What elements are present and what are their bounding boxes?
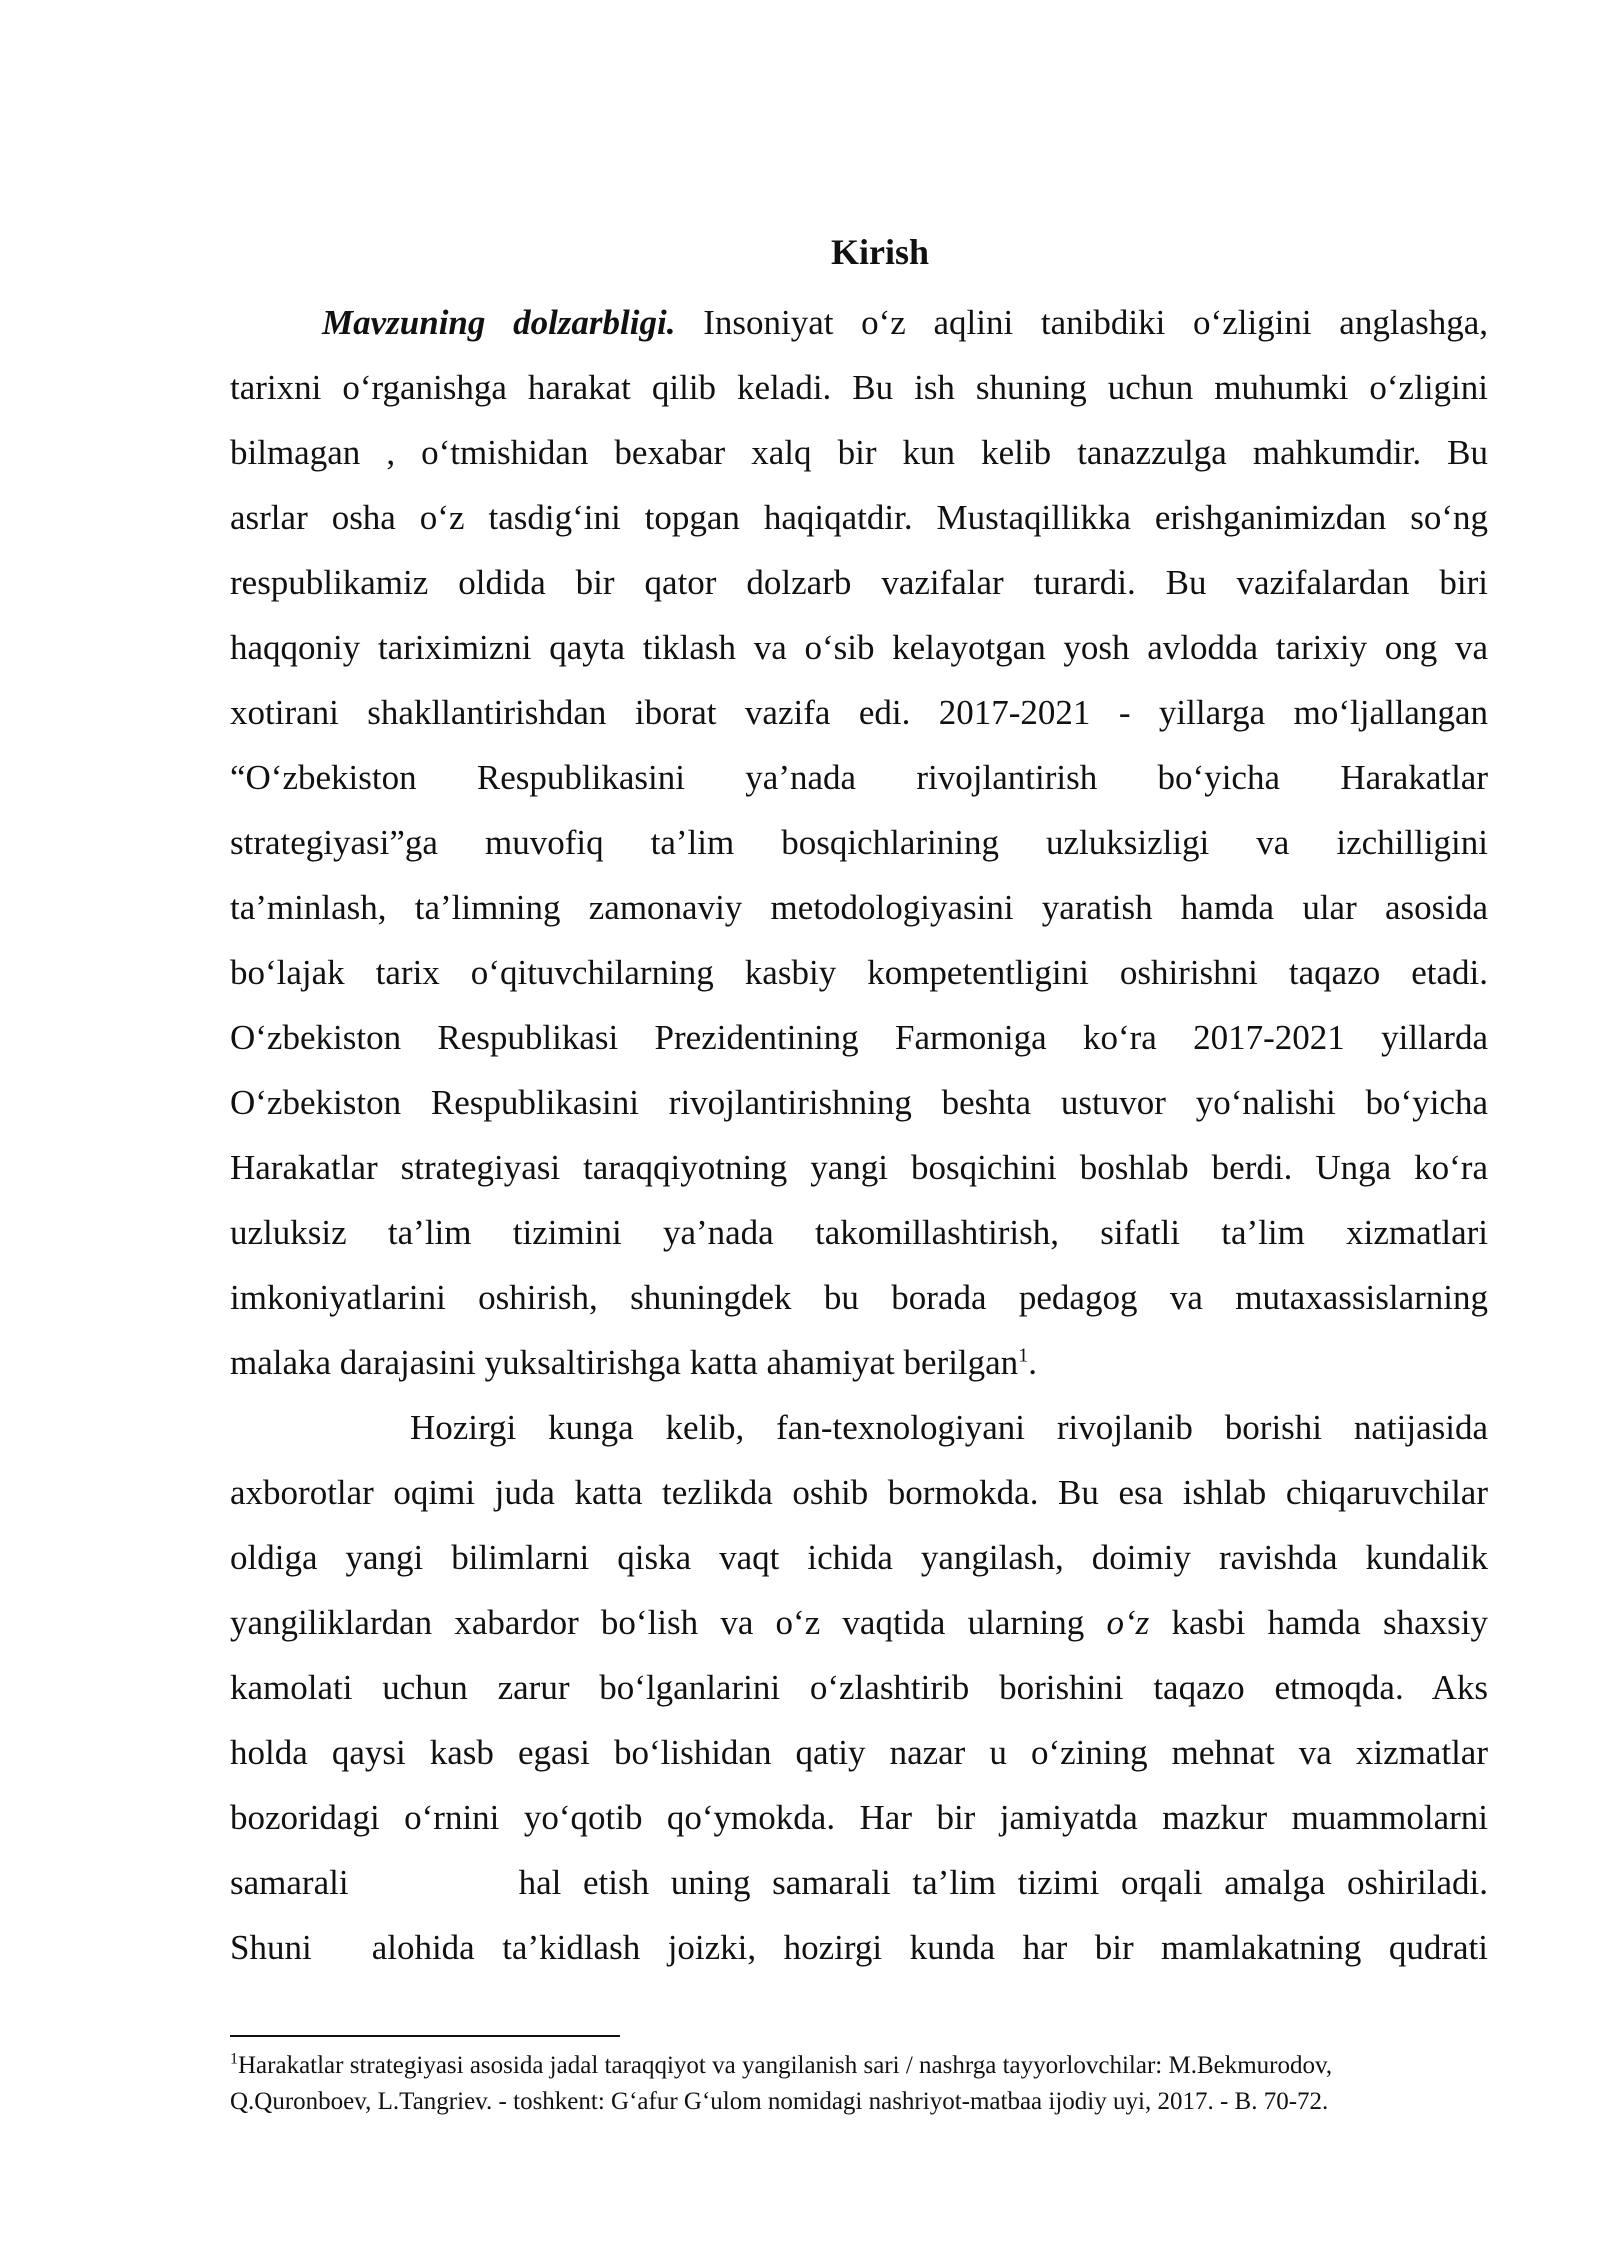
- italic-word: o‘z: [1106, 1603, 1150, 1642]
- text-line: haqqoniy tariximizni qayta tiklash va o‘sib kelayotgan yosh avlodda tarixiy ong va: [230, 628, 1488, 667]
- body-text: [230, 290, 1488, 1980]
- text-line: yangiliklardan xabardor bo‘lish va o‘z vaqtida ularning o‘z kasbi hamda shaxsiy: [230, 1603, 1489, 1642]
- text-line: strategiyasi”ga muvofiq ta’lim bosqichlarining uzluksizligi va izchilligini: [230, 823, 1488, 862]
- text-line: Harakatlar strategiyasi taraqqiyotning yangi bosqichini boshlab berdi. Unga ko‘ra: [230, 1148, 1488, 1187]
- footnote-line-2: Q.Quronboev, L.Tangriev. - toshkent: G‘afur G‘ulom nomidagi nashriyot-matbaa ijodiy uyi, 2017. - B. 70-72.: [230, 2088, 1329, 2115]
- text-line: holda qaysi kasb egasi bo‘lishidan qatiy nazar u o‘zining mehnat va xizmatlar: [230, 1733, 1488, 1772]
- text-line: kamolati uchun zarur bo‘lganlarini o‘zlashtirib borishini taqazo etmoqda. Aks: [230, 1668, 1488, 1707]
- text-line: respublikamiz oldida bir qator dolzarb vazifalar turardi. Bu vazifalardan biri: [230, 563, 1488, 602]
- footnote-marker: 1: [230, 2050, 238, 2068]
- footnote-separator: [230, 2035, 620, 2037]
- text-line: bo‘lajak tarix o‘qituvchilarning kasbiy kompetentligini oshirishni taqazo etadi.: [230, 953, 1488, 992]
- footnote: [230, 2048, 1500, 2120]
- footnote-reference: 1: [1018, 1344, 1029, 1367]
- text-line: bilmagan , o‘tmishidan bexabar xalq bir kun kelib tanazzulga mahkumdir. Bu: [230, 433, 1488, 472]
- text-line: O‘zbekiston Respublikasini rivojlantirishning beshta ustuvor yo‘nalishi bo‘yicha: [230, 1083, 1488, 1122]
- text-line: xotirani shakllantirishdan iborat vazifa edi. 2017-2021 - yillarga mo‘ljallangan: [230, 693, 1488, 732]
- lead-phrase: Mavzuning dolzarbligi.: [322, 303, 676, 342]
- text-line: uzluksiz ta’lim tizimini ya’nada takomillashtirish, sifatli ta’lim xizmatlari: [230, 1213, 1488, 1252]
- text-line: axborotlar oqimi juda katta tezlikda oshib bormokda. Bu esa ishlab chiqaruvchilar: [230, 1473, 1488, 1512]
- text-line: O‘zbekiston Respublikasi Prezidentining Farmoniga ko‘ra 2017-2021 yillarda: [230, 1018, 1488, 1057]
- text-line: samarali hal etish uning samarali ta’lim tizimi orqali amalga oshiriladi.: [230, 1863, 1488, 1902]
- text-line: asrlar osha o‘z tasdig‘ini topgan haqiqatdir. Mustaqillikka erishganimizdan so‘ng: [230, 498, 1488, 537]
- text-line: oldiga yangi bilimlarni qiska vaqt ichida yangilash, doimiy ravishda kundalik: [230, 1538, 1488, 1577]
- text-line: Shuni alohida ta’kidlash joizki, hozirgi kunda har bir mamlakatning qudrati: [230, 1928, 1488, 1967]
- section-heading: Kirish: [830, 232, 929, 272]
- paragraph-2-line-1: Hozirgi kunga kelib, fan-texnologiyani rivojlanib borishi natijasida: [410, 1408, 1488, 1447]
- text-line: ta’minlash, ta’limning zamonaviy metodologiyasini yaratish hamda ular asosida: [230, 888, 1488, 927]
- text-line: tarixni o‘rganishga harakat qilib keladi. Bu ish shuning uchun muhumki o‘zligini: [230, 368, 1488, 407]
- footnote-line-1: $^1$Harakatlar strategiyasi asosida jadal taraqqiyot va yangilanish sari / nashrga tayyorlovchilar: M.Bekmurodov,: [230, 2050, 1333, 2079]
- paragraph-1-line-1: Mavzuning dolzarbligi. Insoniyat o‘z aqlini tanibdiki o‘zligini anglashga,: [322, 303, 1489, 342]
- paragraph-1-last-line: malaka darajasini yuksaltirishga katta ahamiyat berilgan$^1$.: [230, 1343, 1037, 1382]
- text-line: “O‘zbekiston Respublikasini ya’nada rivojlantirish bo‘yicha Harakatlar: [230, 758, 1488, 797]
- text-line: bozoridagi o‘rnini yo‘qotib qo‘ymokda. Har bir jamiyatda mazkur muammolarni: [230, 1798, 1488, 1837]
- text-line: imkoniyatlarini oshirish, shuningdek bu borada pedagog va mutaxassislarning: [230, 1278, 1488, 1317]
